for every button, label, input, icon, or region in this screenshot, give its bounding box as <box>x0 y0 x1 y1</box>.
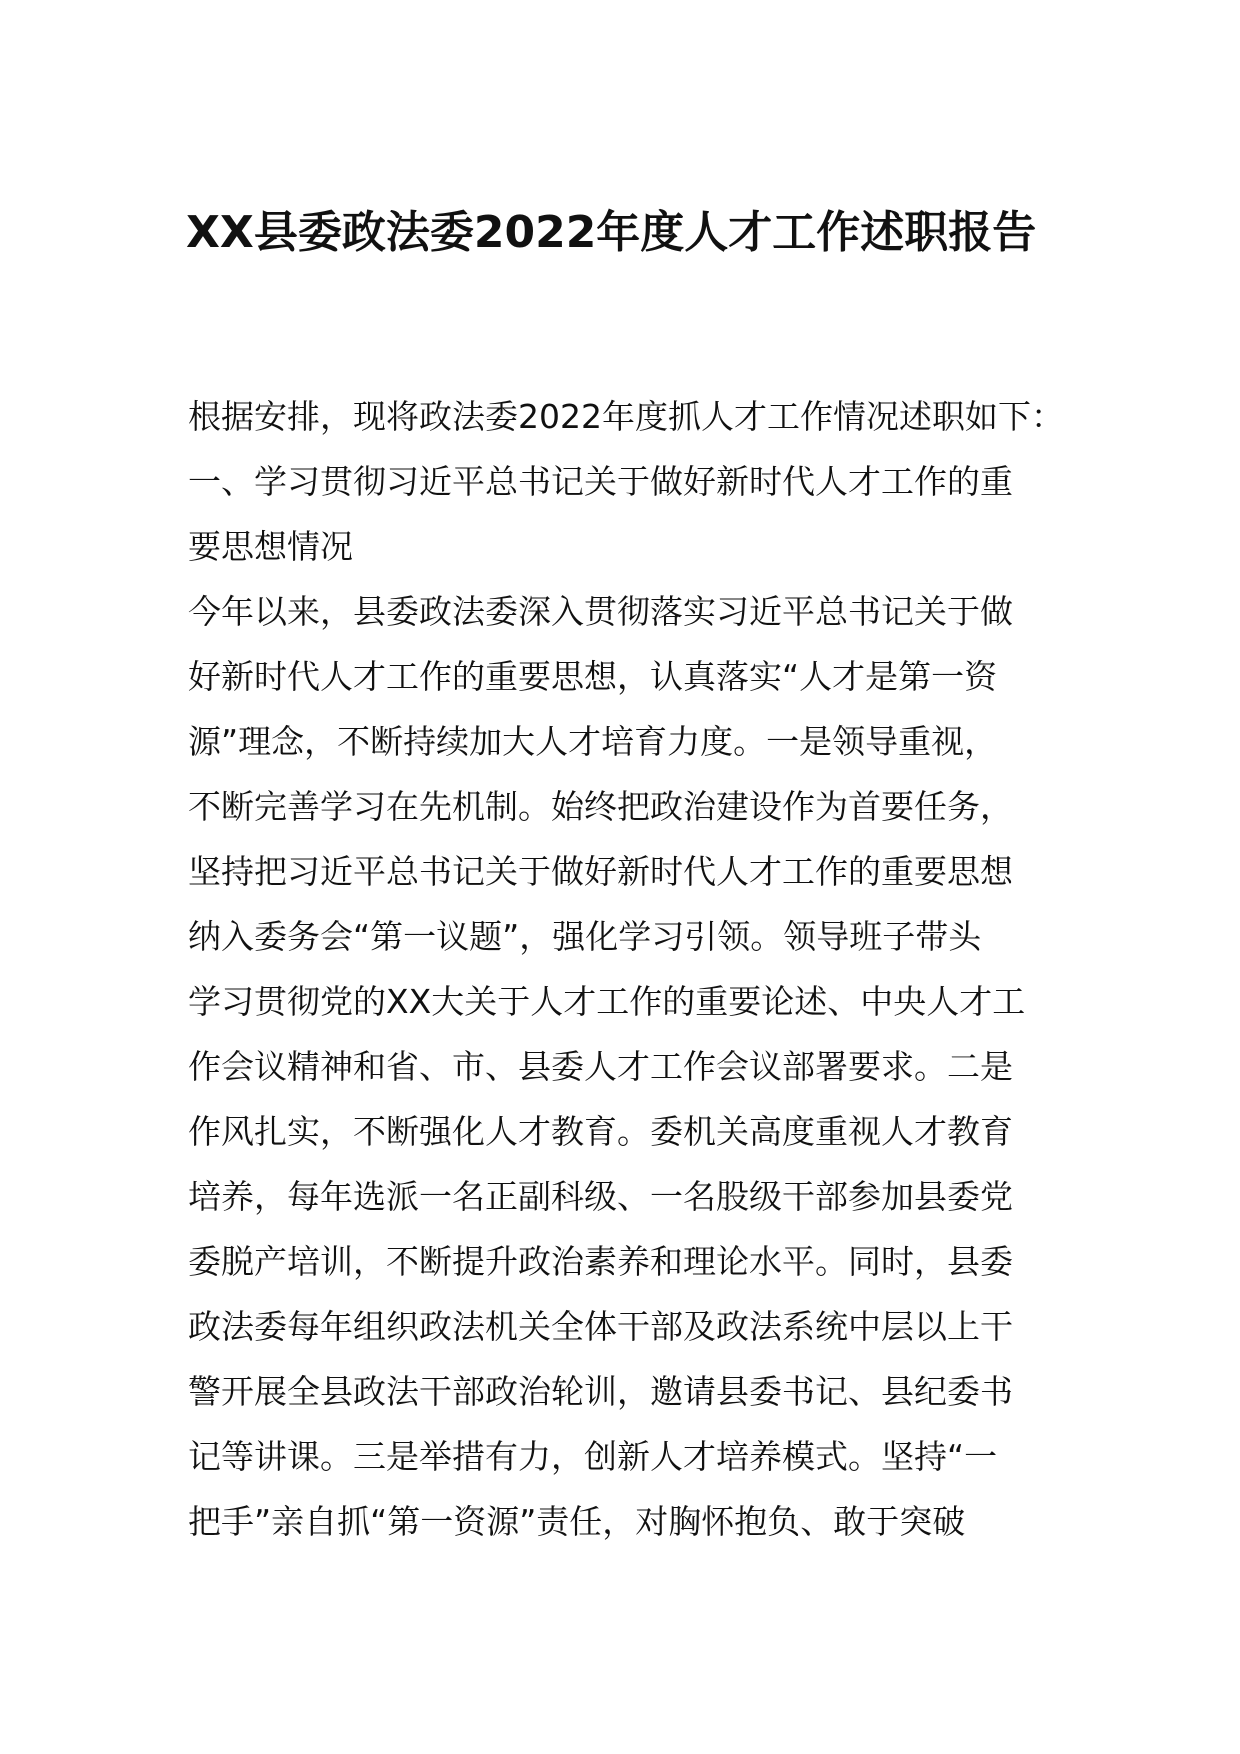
body-line: 警开展全县政法干部政治轮训，邀请县委书记、县纪委书 <box>188 1372 1013 1411</box>
document-title: XX县委政法委2022年度人才工作述职报告 <box>186 207 1037 258</box>
body-line: 坚持把习近平总书记关于做好新时代人才工作的重要思想 <box>188 852 1013 891</box>
body-line: 政法委每年组织政法机关全体干部及政法系统中层以上干 <box>188 1307 1013 1346</box>
body-line: 好新时代人才工作的重要思想，认真落实“人才是第一资 <box>188 657 998 696</box>
body-line: 纳入委务会“第一议题”，强化学习引领。领导班子带头 <box>188 917 982 956</box>
body-line: 学习贯彻党的XX大关于人才工作的重要论述、中央人才工 <box>188 982 1026 1021</box>
body-line: 培养，每年选派一名正副科级、一名股级干部参加县委党 <box>188 1177 1013 1216</box>
body-line: 记等讲课。三是举措有力，创新人才培养模式。坚持“一 <box>188 1437 998 1476</box>
section-heading-line: 要思想情况 <box>188 527 353 566</box>
document-body <box>188 384 1068 1554</box>
section-heading-line: 一、学习贯彻习近平总书记关于做好新时代人才工作的重 <box>188 462 1013 501</box>
body-line: 作会议精神和省、市、县委人才工作会议部署要求。二是 <box>188 1047 1013 1086</box>
body-line: 源”理念，不断持续加大人才培育力度。一是领导重视， <box>188 722 998 761</box>
body-line: 作风扎实，不断强化人才教育。委机关高度重视人才教育 <box>188 1112 1013 1151</box>
body-line: 委脱产培训，不断提升政治素养和理论水平。同时，县委 <box>188 1242 1013 1281</box>
body-line: 把手”亲自抓“第一资源”责任，对胸怀抱负、敢于突破 <box>188 1502 966 1541</box>
body-line: 今年以来，县委政法委深入贯彻落实习近平总书记关于做 <box>188 592 1013 631</box>
body-line: 根据安排，现将政法委2022年度抓人才工作情况述职如下： <box>188 397 1064 436</box>
body-line: 不断完善学习在先机制。始终把政治建设作为首要任务， <box>188 787 1013 826</box>
